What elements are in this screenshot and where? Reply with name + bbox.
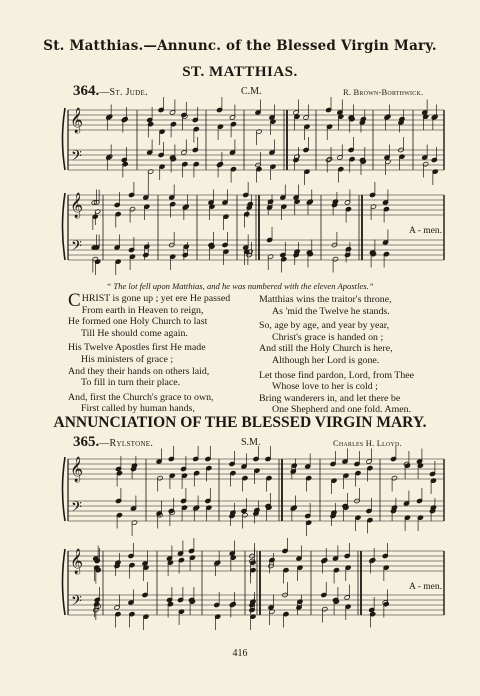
hymn-364-composer: R. Brown-Borthwick. <box>343 87 424 97</box>
hymn-364-caption: “ The lot fell upon Matthias, and he was numbered with the eleven Apostles.” <box>106 281 374 291</box>
running-head: St. Matthias.—Annunc. of the Blessed Virgin Mary. <box>43 38 437 54</box>
dropcap: C <box>68 290 81 311</box>
treble-clef: 𝄞 <box>70 108 84 133</box>
verse-line: First called by human hands, <box>81 403 195 415</box>
treble-clef: 𝄞 <box>70 457 84 482</box>
verse-line: Let those find pardon, Lord, from Thee <box>259 369 415 381</box>
hymn-364-amen: A - men. <box>409 226 442 236</box>
verse-line: CHRIST is gone up ; yet ere He passed <box>68 290 231 311</box>
page-number: 416 <box>232 648 248 659</box>
hymn-365-title: ANNUNCIATION OF THE BLESSED VIRGIN MARY. <box>53 414 427 431</box>
verse-line: As 'mid the Twelve he stands. <box>272 305 390 317</box>
hymn-365-header <box>73 434 153 451</box>
verse-line: So, age by age, and year by year, <box>259 320 390 332</box>
hymn-365-composer: Charles H. Lloyd. <box>333 438 402 448</box>
hymn-364-system-2 <box>63 182 445 275</box>
verse-line: His ministers of grace ; <box>81 353 174 365</box>
verse-line: From earth in Heaven to reign, <box>81 304 204 316</box>
hymn-364-tune: —St. Jude. <box>99 87 148 98</box>
hymn-364-meter: C.M. <box>241 86 262 97</box>
hymn-365-tune: —Rylstone. <box>99 438 154 449</box>
hymn-365-system-2 <box>63 538 445 630</box>
verse-line: His Twelve Apostles first He made <box>68 342 206 354</box>
hymn-365-amen: A - men. <box>409 582 442 592</box>
treble-clef: 𝄞 <box>70 549 84 574</box>
bass-clef: 𝄢 <box>71 238 82 258</box>
bass-clef: 𝄢 <box>71 593 82 613</box>
verse-line: To fill in turn their place. <box>81 377 181 389</box>
verse-line: And they their hands on others laid, <box>68 365 210 377</box>
bass-clef: 𝄢 <box>71 499 82 519</box>
verse-line: And, first the Church's grace to own, <box>68 391 214 403</box>
verse-line: Christ's grace is handed on ; <box>272 331 384 343</box>
system-brace <box>63 193 66 260</box>
hymn-364-title: ST. MATTHIAS. <box>182 64 298 80</box>
verse-line: Matthias wins the traitor's throne, <box>259 294 392 305</box>
verse-line: One Shepherd and one fold. Amen. <box>272 404 412 416</box>
hymn-365-system-1 <box>63 446 445 536</box>
hymn-364-system-1 <box>63 97 445 185</box>
bass-clef: 𝄢 <box>71 148 82 168</box>
verse-line: And still the Holy Church is here, <box>259 343 393 355</box>
hymn-364-verses-right <box>259 294 459 416</box>
verse-line: He formed one Holy Church to last <box>68 316 208 328</box>
verse-line: Whose love to her is cold ; <box>272 381 378 393</box>
system-brace <box>63 108 66 170</box>
treble-clef: 𝄞 <box>70 193 84 218</box>
system-brace <box>63 549 66 615</box>
hymn-365-meter: S.M. <box>241 437 261 448</box>
verse-line: Till He should come again. <box>81 327 188 339</box>
hymn-364-verses-left <box>68 290 258 415</box>
hymn-364-number: 364. <box>73 83 100 99</box>
hymn-365-number: 365. <box>73 434 100 450</box>
system-brace <box>63 457 66 521</box>
verse-line: Although her Lord is gone. <box>272 354 380 366</box>
verse-line: Bring wanderers in, and let there be <box>259 392 401 404</box>
